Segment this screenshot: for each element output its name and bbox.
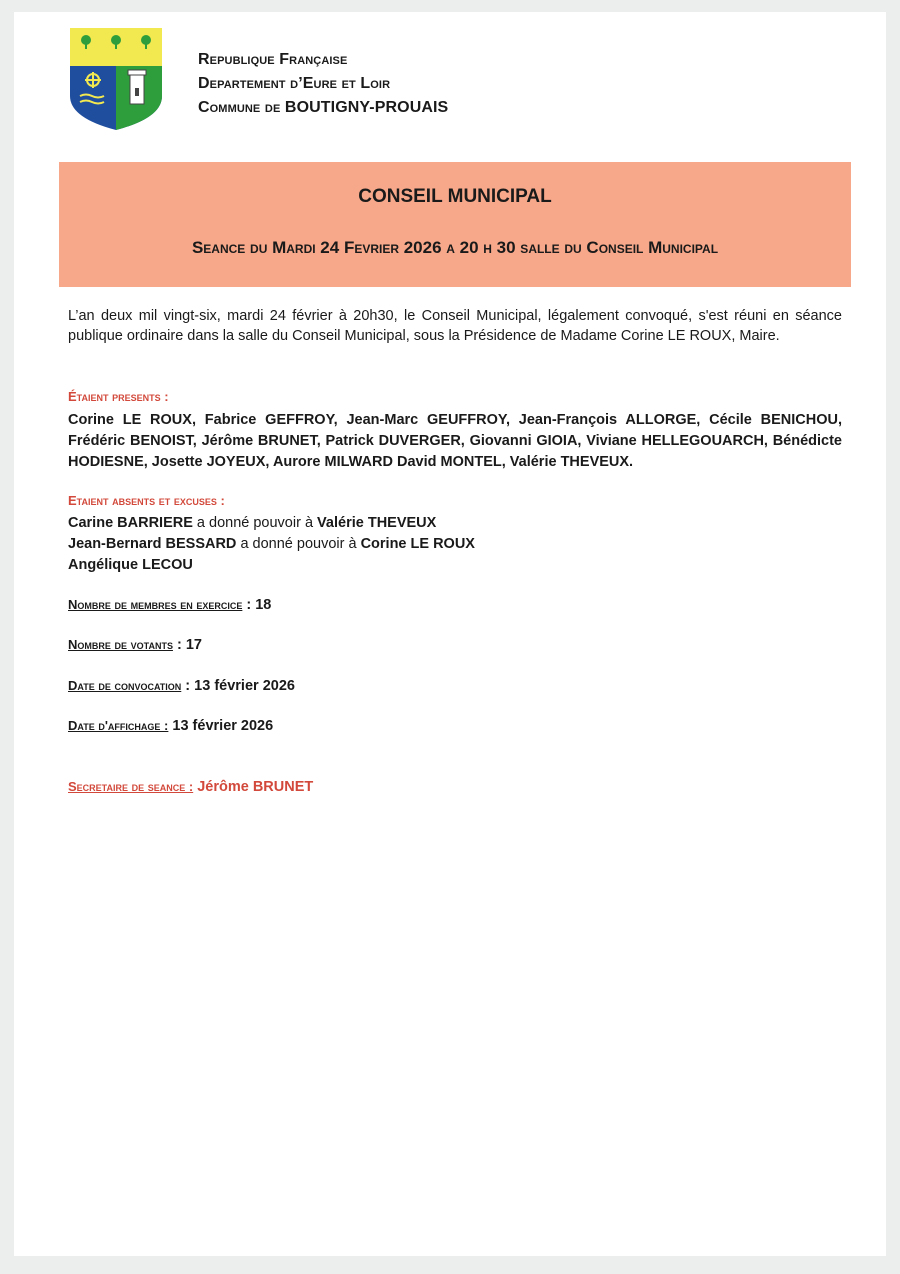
- absent-text: a donné pouvoir à: [192, 515, 318, 531]
- absent-entry: [68, 534, 475, 555]
- convocation-date-label: Date de convocation: [68, 678, 182, 693]
- intro-paragraph: L’an deux mil vingt-six, mardi 24 février à 20h30, le Conseil Municipal, légalement convoqué, s'est réuni en séance publique ordinaire dans la salle du Conseil Municipal, sous la Présidence de Madame Corine LE ROUX, Maire.: [68, 308, 842, 344]
- affichage-date-row: [68, 715, 273, 737]
- banner-subtitle: Seance du Mardi 24 Fevrier 2026 a 20 h 30 salle du Conseil Municipal: [191, 238, 719, 257]
- presents-names: Corine LE ROUX, Fabrice GEFFROY, Jean-Marc GEUFFROY, Jean-François ALLORGE, Cécile BENICHOU, Frédéric BENOIST, Jérôme BRUNET, Patrick DUVERGER, Giovanni GIOIA, Viviane HELLEGOUARCH, Bénédicte HODIESNE, Josette JOYEUX, Aurore MILWARD David MONTEL, Valérie THEVEUX.: [68, 412, 842, 470]
- absent-proxy: Corine LE ROUX: [360, 536, 475, 552]
- header-commune: Commune de BOUTIGNY-PROUAIS: [198, 99, 449, 116]
- affichage-date-label: Date d'affichage :: [68, 718, 169, 733]
- header-departement: Departement d’Eure et Loir: [198, 75, 391, 92]
- banner-title: CONSEIL MUNICIPAL: [358, 186, 552, 207]
- absent-proxy: Valérie THEVEUX: [317, 515, 437, 531]
- absent-name: Jean-Bernard BESSARD: [68, 536, 237, 552]
- absent-name: Angélique LECOU: [68, 557, 193, 573]
- absent-text: a donné pouvoir à: [236, 536, 361, 552]
- convocation-date-row: [68, 675, 295, 697]
- voters-count-row: [68, 634, 202, 656]
- voters-count-label: Nombre de votants: [68, 637, 173, 652]
- members-count-label: Nombre de membres en exercice: [68, 597, 243, 612]
- convocation-date-value: : 13 février 2026: [181, 678, 295, 694]
- absents-list: [68, 513, 475, 576]
- members-count-row: [68, 594, 271, 616]
- absent-entry: [68, 555, 475, 576]
- secretary-row: [68, 776, 313, 798]
- absents-label: Etaient absents et excuses :: [68, 493, 225, 508]
- members-count-value: : 18: [242, 597, 272, 613]
- absent-name: Carine BARRIERE: [68, 515, 193, 531]
- presents-label: Étaient presents :: [68, 389, 169, 404]
- affichage-date-value: 13 février 2026: [168, 718, 274, 734]
- secretary-label: Secretaire de seance :: [68, 779, 194, 794]
- coat-of-arms-logo: [68, 26, 164, 132]
- commune-header: [198, 48, 448, 120]
- header-republique: Republique Française: [198, 51, 348, 68]
- absent-entry: [68, 513, 475, 534]
- secretary-value: Jérôme BRUNET: [193, 779, 314, 795]
- voters-count-value: : 17: [172, 637, 202, 653]
- session-banner: [59, 162, 851, 287]
